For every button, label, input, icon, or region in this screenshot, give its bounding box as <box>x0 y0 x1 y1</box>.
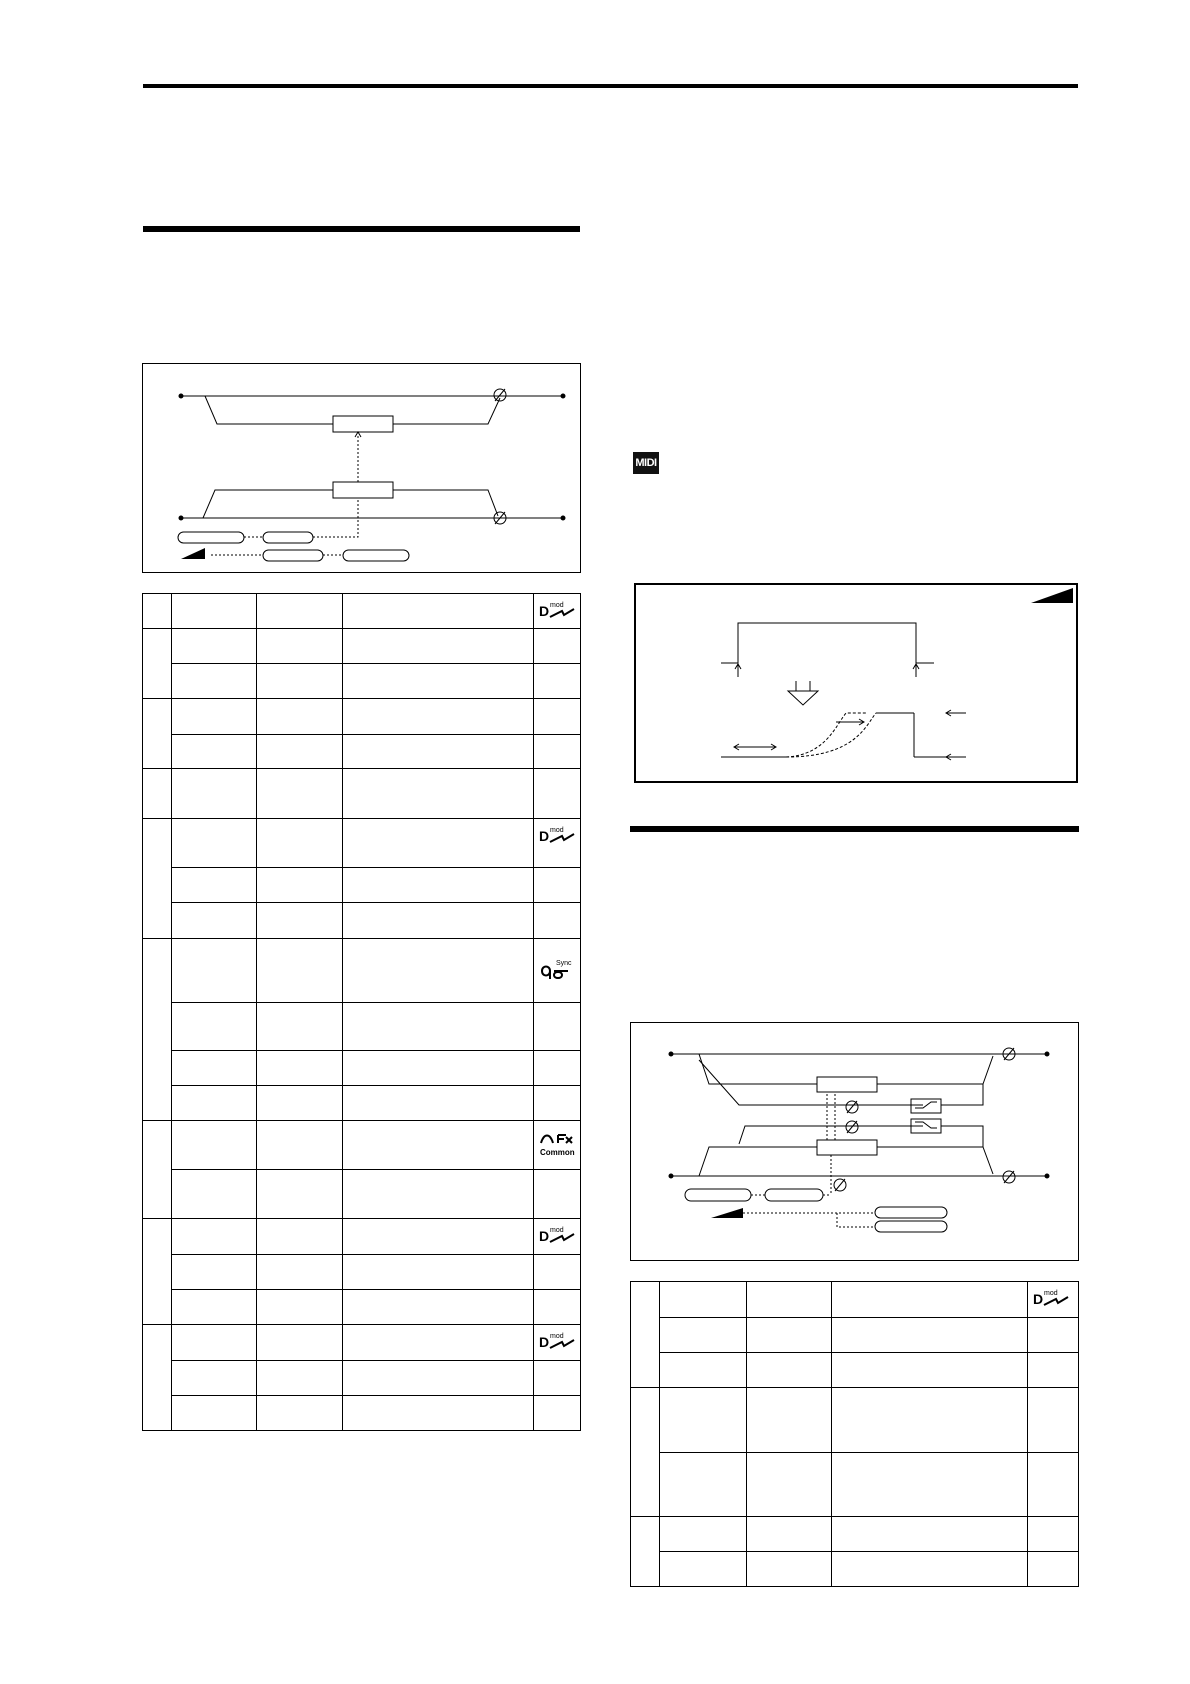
svg-text:mod: mod <box>1044 1290 1058 1297</box>
svg-text:D: D <box>539 603 550 619</box>
right-section-rule <box>630 826 1079 832</box>
svg-text:D: D <box>539 1228 550 1244</box>
table-row <box>631 1353 1079 1388</box>
left-diagram-svg <box>143 364 580 572</box>
left-section-rule <box>143 226 580 232</box>
left-parameter-table <box>142 593 581 1431</box>
envelope-svg <box>636 585 1076 781</box>
table-row <box>143 769 581 819</box>
table-row <box>143 664 581 699</box>
table-row <box>143 1290 581 1325</box>
svg-text:mod: mod <box>550 1333 564 1340</box>
svg-text:Sync: Sync <box>556 960 572 967</box>
table-row <box>143 699 581 735</box>
svg-text:D: D <box>1033 1291 1044 1307</box>
left-block-diagram <box>142 363 581 573</box>
table-row <box>631 1552 1079 1587</box>
fx-common-icon <box>534 1121 581 1170</box>
table-row <box>631 1318 1079 1353</box>
table-row <box>143 594 581 629</box>
table-row <box>631 1388 1079 1453</box>
svg-text:Common: Common <box>540 1148 575 1157</box>
table-row <box>631 1282 1079 1318</box>
table-row <box>143 903 581 939</box>
dmod-icon <box>534 1219 581 1255</box>
dmod-icon <box>534 1325 581 1361</box>
table-row <box>143 868 581 903</box>
right-parameter-table <box>630 1281 1079 1587</box>
table-row <box>143 819 581 868</box>
midi-badge: MIDI <box>633 452 659 474</box>
envelope-diagram <box>634 583 1078 783</box>
table-row <box>143 939 581 1003</box>
table-row <box>143 1051 581 1086</box>
svg-text:D: D <box>539 828 550 844</box>
dmod-icon <box>534 594 581 629</box>
svg-text:mod: mod <box>550 1227 564 1234</box>
table-row <box>143 1086 581 1121</box>
right-diagram-svg <box>631 1023 1078 1260</box>
table-row <box>143 1121 581 1170</box>
table-row <box>143 1003 581 1051</box>
table-row <box>143 1325 581 1361</box>
svg-text:mod: mod <box>550 827 564 834</box>
table-row <box>143 735 581 769</box>
sync-icon <box>534 939 581 1003</box>
table-row <box>143 1219 581 1255</box>
table-row <box>143 629 581 664</box>
table-row <box>143 1170 581 1219</box>
dmod-icon <box>1028 1282 1079 1318</box>
table-row <box>631 1517 1079 1552</box>
right-block-diagram <box>630 1022 1079 1261</box>
table-row <box>631 1453 1079 1517</box>
page-top-rule <box>143 84 1078 88</box>
table-row <box>143 1255 581 1290</box>
table-row <box>143 1361 581 1396</box>
table-row <box>143 1396 581 1431</box>
dmod-icon <box>534 819 581 868</box>
svg-text:mod: mod <box>550 602 564 609</box>
svg-text:D: D <box>539 1334 550 1350</box>
